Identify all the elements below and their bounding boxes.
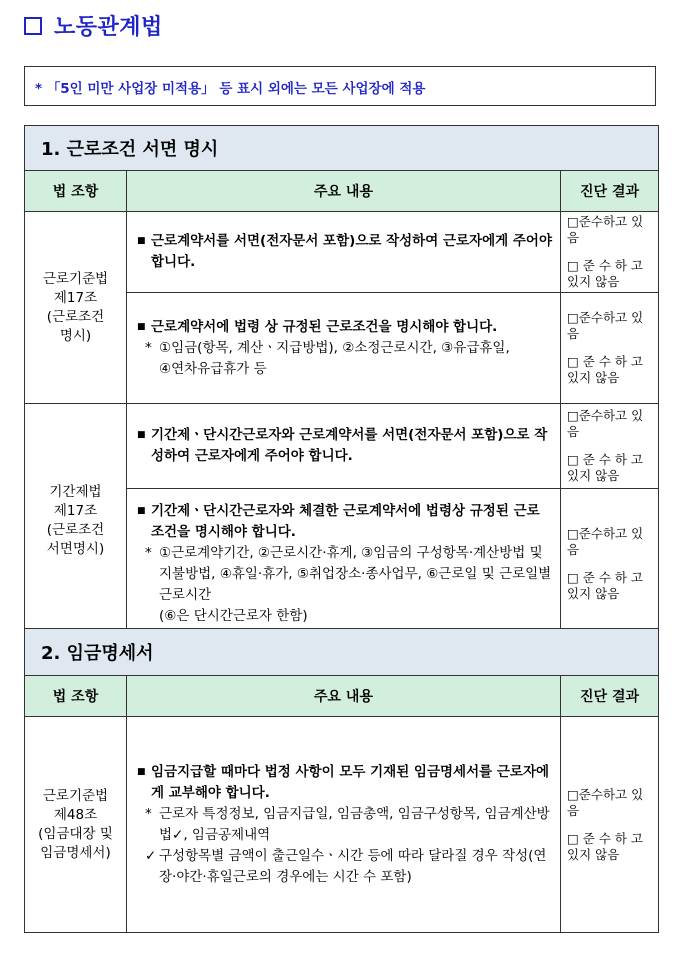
requirement-item: ■ 근로계약서를 서면(전자문서 포함)으로 작성하여 근로자에게 주어야 합니다. bbox=[127, 212, 561, 293]
checkmark-icon: ✓ bbox=[145, 847, 157, 864]
section-1-table bbox=[24, 125, 659, 639]
requirement-item: ■ 기간제ㆍ단시간근로자와 근로계약서를 서면(전자문서 포함)으로 작성하여 근로자에게 주어야 합니다. bbox=[127, 404, 561, 489]
square-bullet-icon: ■ bbox=[137, 321, 146, 332]
header-content: 주요 내용 bbox=[127, 171, 561, 212]
square-bullet-icon: ■ bbox=[137, 766, 146, 777]
law-reference: 근로기준법 제17조 (근로조건 명시) bbox=[25, 212, 127, 404]
requirement-item: ■ 임금지급할 때마다 법정 사항이 모두 기재된 임금명세서를 근로자에게 교부해야 합니다. * 근로자 특정정보, 임금지급일, 임금총액, 임금구성항목, 임금계산방법✓, 임금공제내역 ✓ 구성항목별 금액이 출근일수ㆍ시간 등에 따라 달라질 경우 작성(연장·야간·휴일근로의 경우에는 시간 수 포함) bbox=[127, 717, 561, 933]
result-options[interactable]: □준수하고 있음 □ 준 수 하 고 있지 않음 bbox=[561, 212, 659, 293]
header-result: 진단 결과 bbox=[561, 171, 659, 212]
checkbox-square-icon bbox=[24, 17, 42, 35]
requirement-item: ■ 근로계약서에 법령 상 규정된 근로조건을 명시해야 합니다. * ①임금(항목, 계산ㆍ지급방법), ②소정근로시간, ③유급휴일, ④연차유급휴가 등 bbox=[127, 293, 561, 404]
law-reference: 기간제법 제17조 (근로조건 서면명시) bbox=[25, 404, 127, 639]
result-options[interactable]: □준수하고 있음 □ 준 수 하 고 있지 않음 bbox=[561, 293, 659, 404]
page-title bbox=[24, 10, 163, 41]
result-options[interactable]: □준수하고 있음 □ 준 수 하 고 있지 않음 bbox=[561, 489, 659, 639]
section-2-table bbox=[24, 628, 659, 933]
header-content: 주요 내용 bbox=[127, 676, 561, 717]
section-heading: 2. 임금명세서 bbox=[25, 629, 659, 676]
square-bullet-icon: ■ bbox=[137, 430, 146, 440]
square-bullet-icon: ■ bbox=[137, 236, 146, 246]
section-heading: 1. 근로조건 서면 명시 bbox=[25, 126, 659, 171]
result-options[interactable]: □준수하고 있음 □ 준 수 하 고 있지 않음 bbox=[561, 404, 659, 489]
header-law: 법 조항 bbox=[25, 676, 127, 717]
result-options[interactable]: □준수하고 있음 □ 준 수 하 고 있지 않음 bbox=[561, 717, 659, 933]
requirement-item: ■ 기간제ㆍ단시간근로자와 체결한 근로계약서에 법령상 규정된 근로조건을 명시해야 합니다. * ①근로계약기간, ②근로시간·휴게, ③임금의 구성항목·계산방법 및 지불방법, ④휴일·휴가, ⑤취업장소·종사업무, ⑥근로일 및 근로일별 근로시간 (⑥은 단시간근로자 한함) bbox=[127, 489, 561, 639]
header-law: 법 조항 bbox=[25, 171, 127, 212]
law-reference: 근로기준법 제48조 (임금대장 및 임금명세서) bbox=[25, 717, 127, 933]
square-bullet-icon: ■ bbox=[137, 505, 146, 516]
scope-notice: * 「5인 미만 사업장 미적용」 등 표시 외에는 모든 사업장에 적용 bbox=[24, 66, 656, 106]
page-title-text: 노동관계법 bbox=[54, 15, 163, 40]
header-result: 진단 결과 bbox=[561, 676, 659, 717]
